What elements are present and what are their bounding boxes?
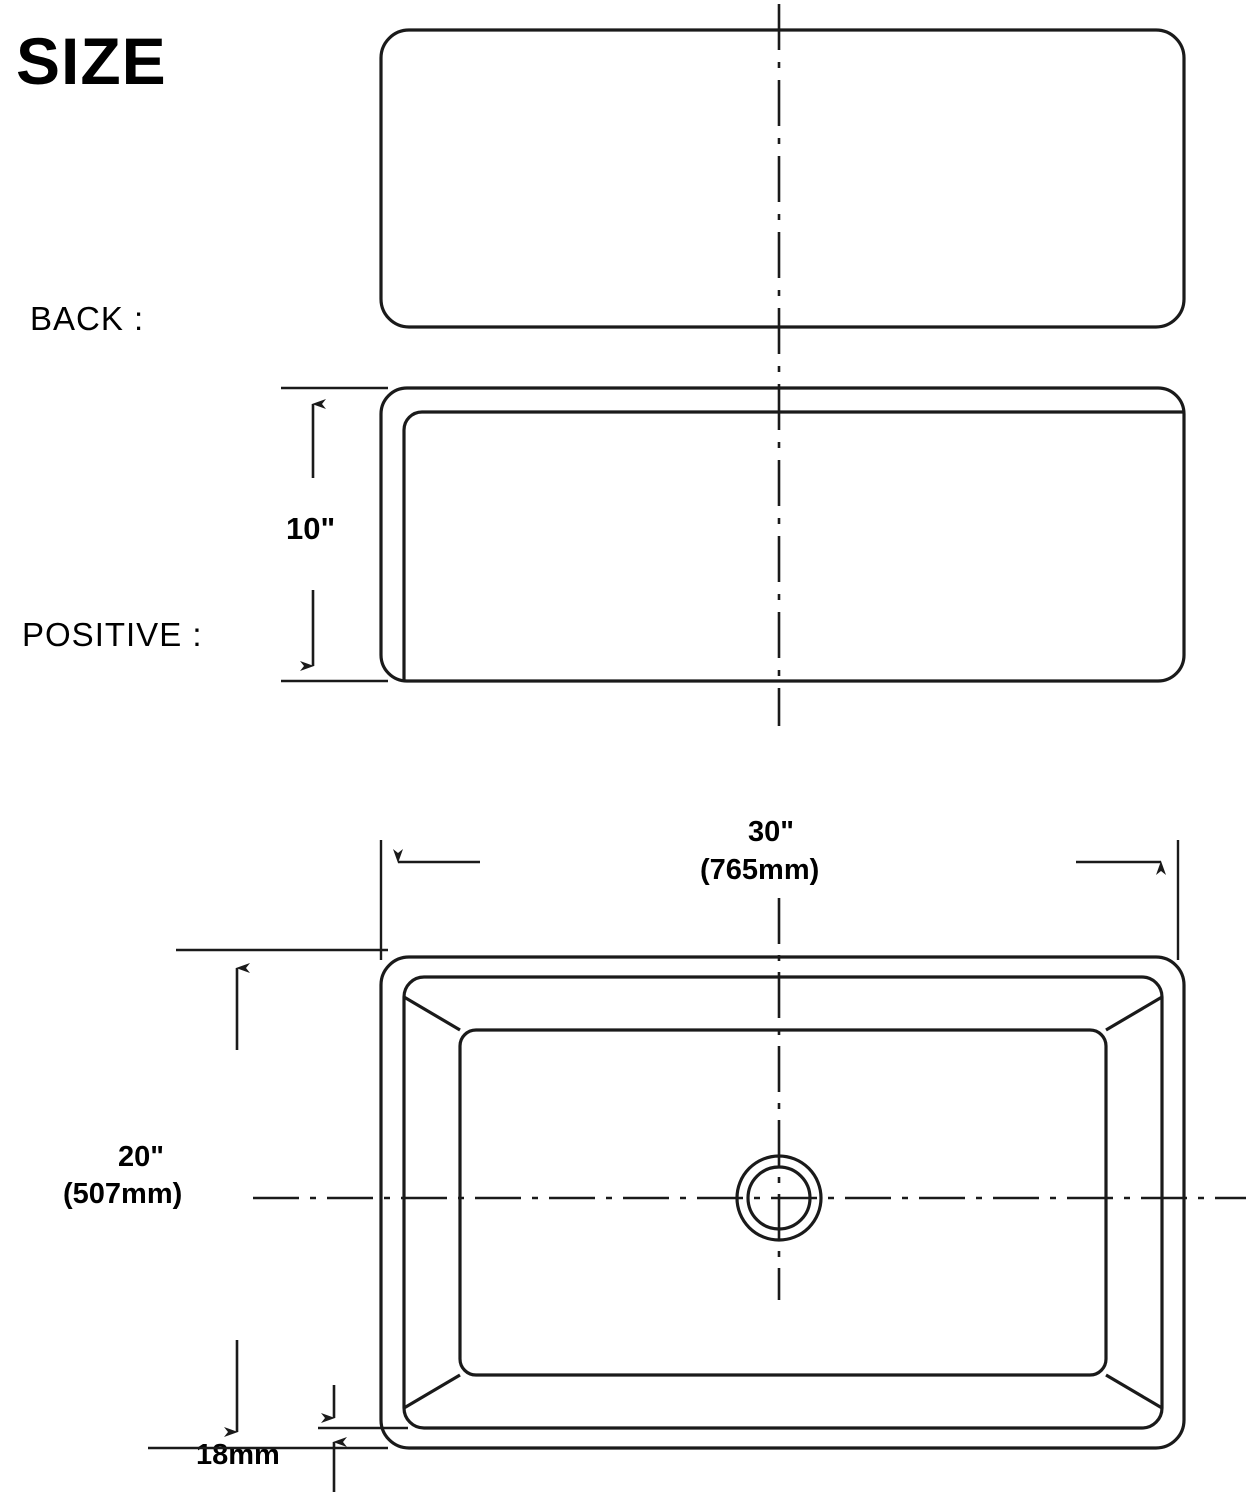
back-view-outline [381, 30, 1184, 327]
dimension-length-mm: (507mm) [63, 1178, 183, 1210]
top-view-outline [381, 957, 1184, 1448]
dimension-thickness-mm: 18mm [196, 1439, 280, 1471]
page-title: SIZE [16, 24, 167, 98]
positive-view-label: POSITIVE : [22, 616, 203, 653]
dimension-length-inches: 20" [118, 1141, 165, 1173]
dimension-width-inches: 30" [748, 816, 795, 848]
back-view-label: BACK : [30, 300, 145, 337]
dimension-line-thickness [318, 1385, 408, 1492]
dimension-width-mm: (765mm) [700, 854, 820, 886]
positive-view-outline [381, 388, 1184, 681]
dimension-depth-inches: 10" [286, 511, 336, 546]
dimension-line-depth [281, 388, 388, 681]
